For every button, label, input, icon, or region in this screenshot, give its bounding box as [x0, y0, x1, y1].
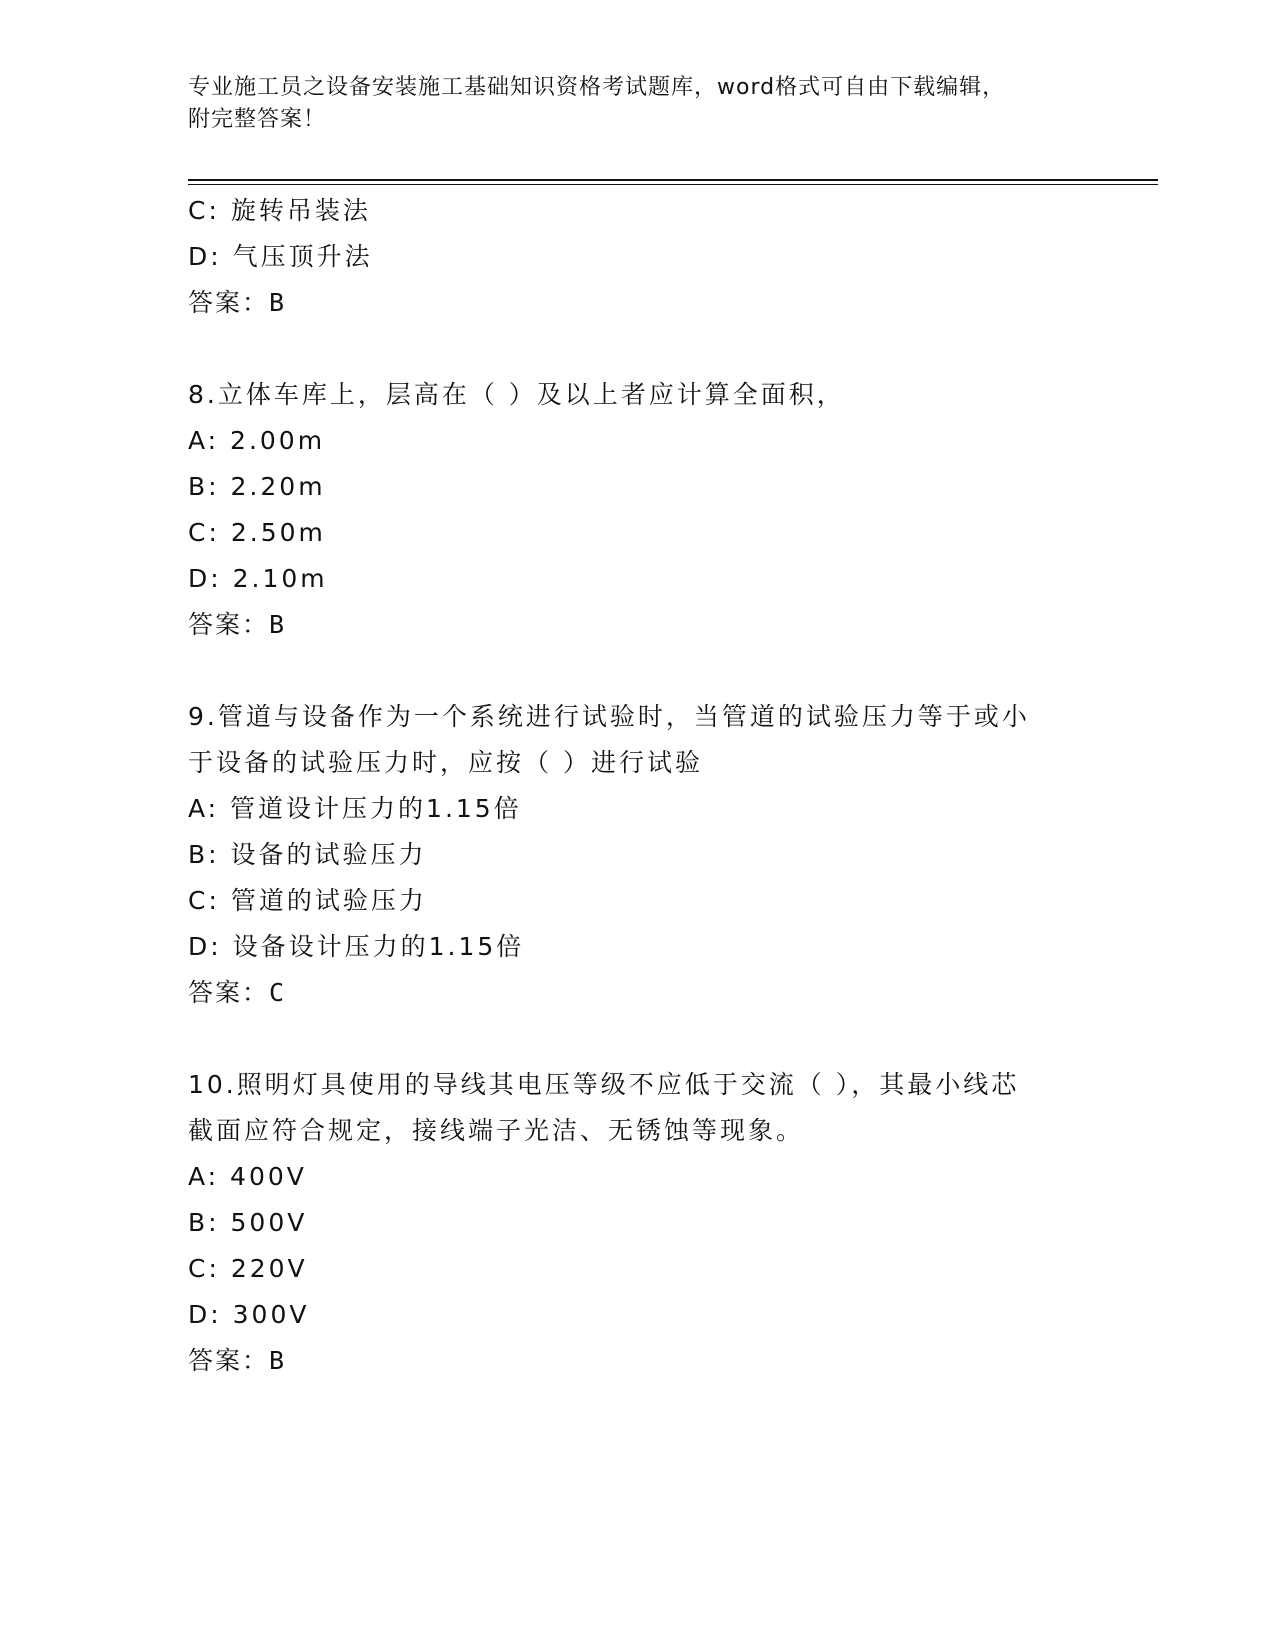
- spacer: [188, 326, 1088, 372]
- option-text: 管道的试验压力: [230, 886, 427, 915]
- option-a: [188, 418, 1088, 464]
- prev-question: [188, 188, 1088, 326]
- answer-line: [188, 970, 1088, 1016]
- answer-label: 答案：: [188, 288, 270, 317]
- option-key: A:: [188, 426, 220, 455]
- option-text: 管道设计压力的1.15倍: [230, 794, 522, 823]
- option-d: [188, 556, 1088, 602]
- option-b: [188, 1200, 1088, 1246]
- option-key: D:: [188, 1300, 222, 1329]
- option-text: 旋转吊装法: [230, 196, 371, 225]
- option-b: [188, 832, 1088, 878]
- option-key: C:: [188, 886, 220, 915]
- answer-value: B: [269, 288, 287, 317]
- option-c: [188, 878, 1088, 924]
- answer-value: B: [269, 610, 287, 639]
- option-text: 500V: [230, 1208, 308, 1237]
- document-header: [188, 72, 1088, 136]
- question-stem: [188, 694, 1088, 786]
- option-text: 2.50m: [230, 518, 326, 547]
- option-key: D:: [188, 242, 222, 271]
- spacer: [188, 648, 1088, 694]
- answer-label: 答案：: [188, 978, 270, 1007]
- question-10: [188, 1062, 1088, 1384]
- answer-label: 答案：: [188, 610, 270, 639]
- option-key: A:: [188, 794, 220, 823]
- question-9: [188, 694, 1088, 1016]
- answer-value: B: [269, 1346, 287, 1375]
- option-key: C:: [188, 196, 220, 225]
- option-text: 2.20m: [230, 472, 326, 501]
- spacer: [188, 1016, 1088, 1062]
- stem-line: 于设备的试验压力时，应按（ ）进行试验: [188, 748, 703, 777]
- option-text: 设备设计压力的1.15倍: [232, 932, 525, 961]
- question-stem: [188, 372, 1088, 418]
- option-a: [188, 786, 1088, 832]
- header-rule-thin: [188, 184, 1158, 185]
- stem-line: 截面应符合规定，接线端子光洁、无锈蚀等现象。: [188, 1116, 805, 1145]
- question-8: [188, 372, 1088, 648]
- answer-label: 答案：: [188, 1346, 270, 1375]
- answer-line: [188, 602, 1088, 648]
- option-key: C:: [188, 518, 220, 547]
- option-key: B:: [188, 472, 220, 501]
- option-c: [188, 510, 1088, 556]
- option-text: 400V: [230, 1162, 307, 1191]
- header-line-2: 附完整答案！: [188, 107, 327, 132]
- option-d: [188, 1292, 1088, 1338]
- stem-line: 8.立体车库上，层高在（ ）及以上者应计算全面积，: [188, 380, 845, 409]
- option-key: D:: [188, 564, 222, 593]
- option-key: C:: [188, 1254, 220, 1283]
- option-a: [188, 1154, 1088, 1200]
- option-text: 气压顶升法: [232, 242, 373, 271]
- stem-line: 10.照明灯具使用的导线其电压等级不应低于交流（ ），其最小线芯: [188, 1070, 1020, 1099]
- option-text: 220V: [230, 1254, 308, 1283]
- option-text: 设备的试验压力: [230, 840, 427, 869]
- option-c: [188, 188, 1088, 234]
- option-text: 300V: [232, 1300, 310, 1329]
- answer-line: [188, 1338, 1088, 1384]
- option-key: B:: [188, 840, 220, 869]
- option-b: [188, 464, 1088, 510]
- question-list: [188, 188, 1088, 1384]
- option-key: A:: [188, 1162, 220, 1191]
- header-line-1: 专业施工员之设备安装施工基础知识资格考试题库，word格式可自由下载编辑，: [188, 75, 1006, 100]
- stem-line: 9.管道与设备作为一个系统进行试验时，当管道的试验压力等于或小: [188, 702, 1030, 731]
- answer-line: [188, 280, 1088, 326]
- option-d: [188, 234, 1088, 280]
- option-text: 2.10m: [232, 564, 328, 593]
- option-text: 2.00m: [230, 426, 326, 455]
- answer-value: C: [269, 978, 287, 1007]
- option-key: B:: [188, 1208, 220, 1237]
- option-key: D:: [188, 932, 222, 961]
- header-rule-thick: [188, 179, 1158, 181]
- option-c: [188, 1246, 1088, 1292]
- question-stem: [188, 1062, 1088, 1154]
- option-d: [188, 924, 1088, 970]
